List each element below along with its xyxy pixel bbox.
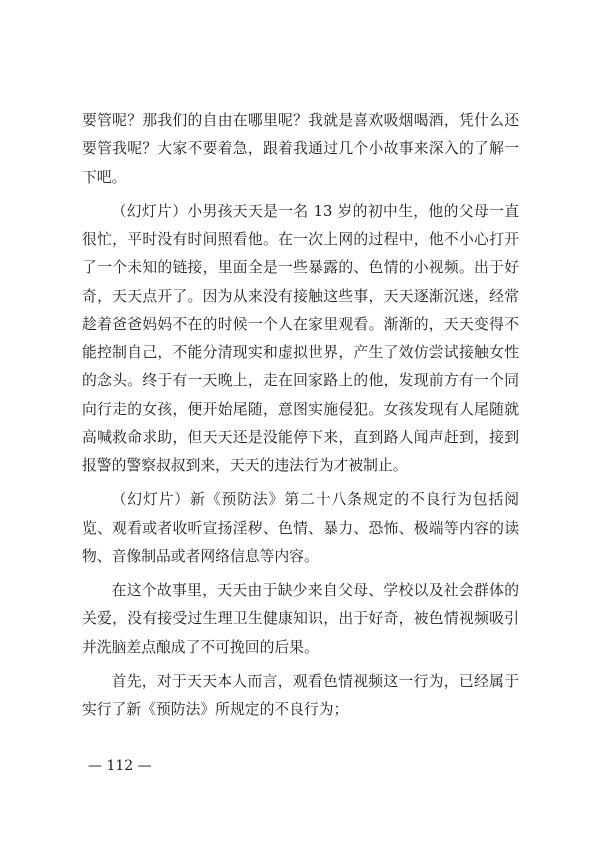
paragraph-continuation: 要管呢？那我们的自由在哪里呢？我就是喜欢吸烟喝酒，凭什么还要管我呢？大家不要着急，跟着我通过几个小故事来深入的了解一下吧。 bbox=[82, 112, 519, 186]
page-number: — 112 — bbox=[88, 758, 152, 774]
paragraph-story: （幻灯片）小男孩天天是一名 13 岁的初中生，他的父母一直很忙，平时没有时间照看他。在一次上网的过程中，他不小心打开了一个未知的链接，里面全是一些暴露的、色情的小视频。出于好奇，天天点开了。因为从来没有接触这些事，天天逐渐沉迷，经常趁着爸爸妈妈不在的时候一个人在家里观看。渐渐的，天天变得不能控制自己，不能分清现实和虚拟世界，产生了效仿尝试接触女性的念头。终于有一天晚上，走在回家路上的他，发现前方有一个同向行走的女孩，便开始尾随，意图实施侵犯。女孩发现有人尾随就高喊救命求助，但天天还是没能停下来，直到路人闻声赶到，接到报警的警察叔叔到来，天天的违法行为才被制止。 bbox=[82, 202, 519, 474]
body-text bbox=[82, 107, 519, 730]
paragraph-law-article: （幻灯片）新《预防法》第二十八条规定的不良行为包括阅览、观看或者收听宣扬淫秽、色情、暴力、恐怖、极端等内容的读物、音像制品或者网络信息等内容。 bbox=[82, 491, 519, 565]
paragraph-analysis: 在这个故事里，天天由于缺少来自父母、学校以及社会群体的关爱，没有接受过生理卫生健康知识，出于好奇，被色情视频吸引并洗脑差点酿成了不可挽回的后果。 bbox=[82, 582, 519, 656]
paragraph-first-point: 首先，对于天天本人而言，观看色情视频这一行为，已经属于实行了新《预防法》所规定的不良行为； bbox=[82, 672, 519, 718]
